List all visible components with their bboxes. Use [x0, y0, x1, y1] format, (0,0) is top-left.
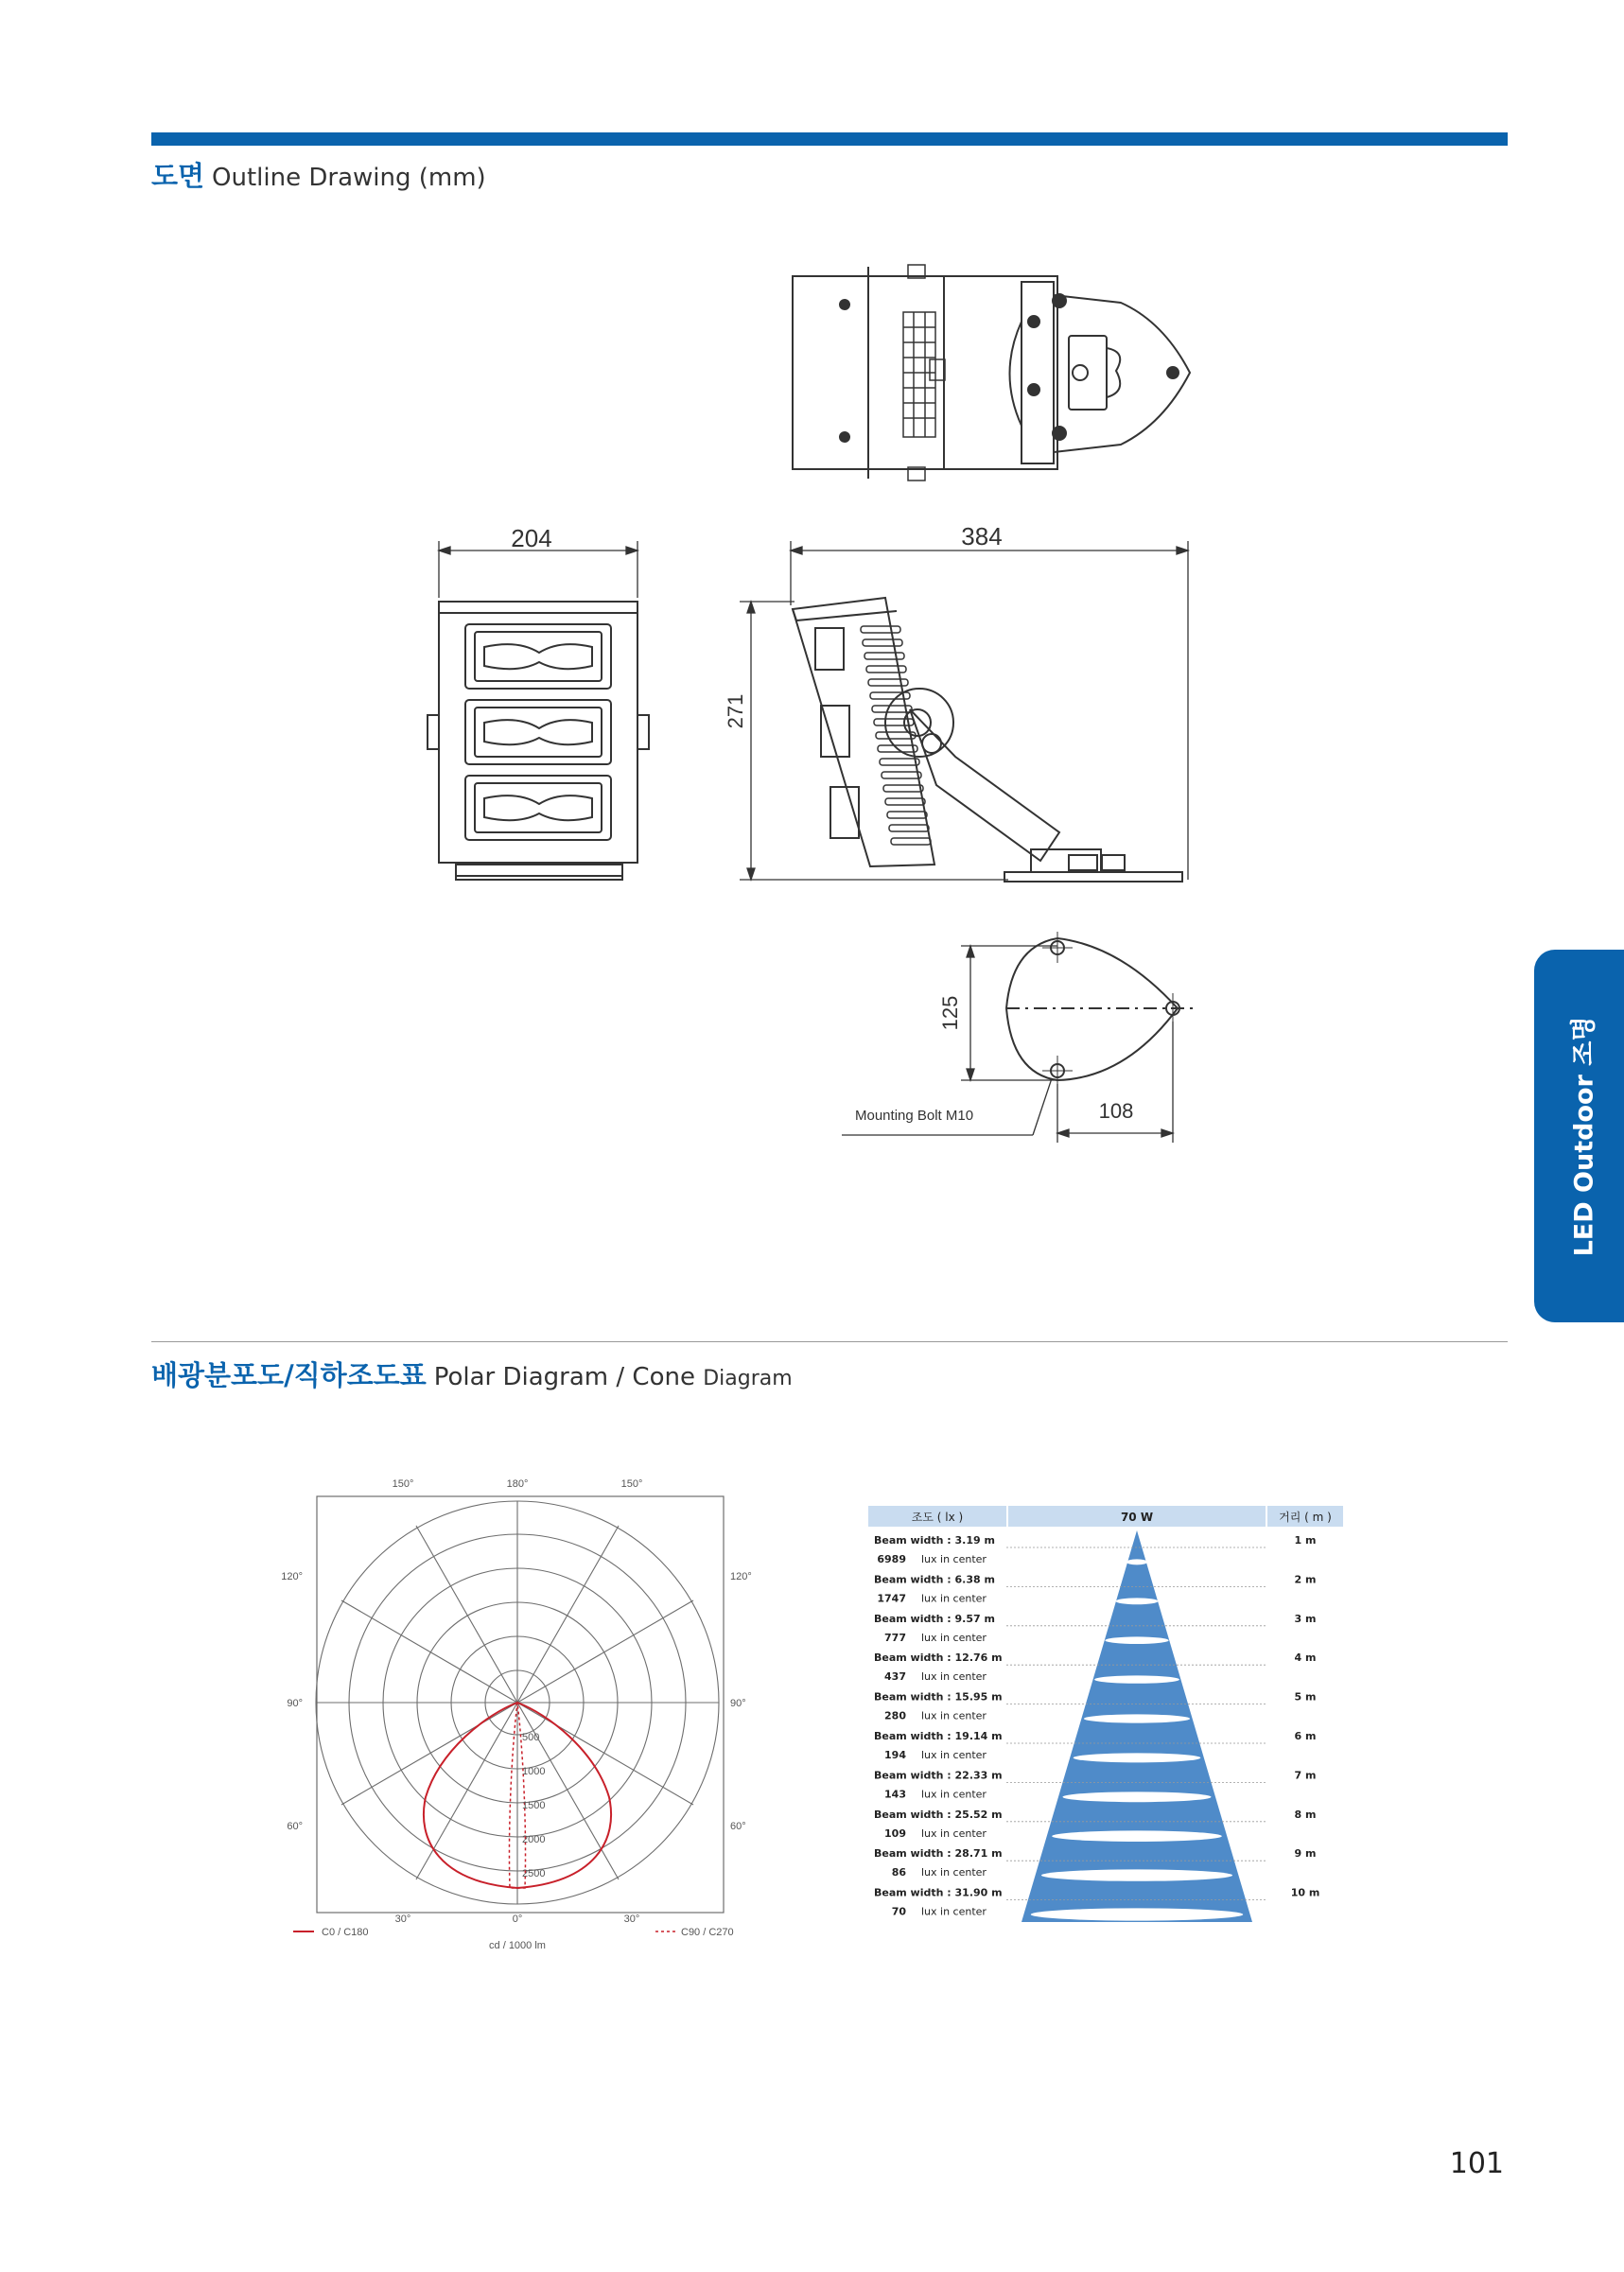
cone-beam-width: Beam width : 3.19 m [874, 1534, 995, 1547]
cone-lux-label: lux in center [921, 1905, 987, 1918]
cone-lux-value: 194 [884, 1749, 906, 1761]
polar-angle-bottom-center: 0° [512, 1914, 523, 1925]
cone-lux-value: 1747 [877, 1592, 906, 1605]
cone-distance: 1 m [1294, 1534, 1317, 1547]
cone-beam-width: Beam width : 28.71 m [874, 1847, 1003, 1861]
dim-bracket-height-label: 125 [938, 995, 962, 1031]
cone-header-lux: 조도 ( lx ) [911, 1511, 964, 1524]
side-tab-text-wrap [1534, 950, 1624, 1322]
cone-lux-label: lux in center [921, 1826, 987, 1840]
cone-lux-label: lux in center [921, 1709, 987, 1722]
cone-distance: 2 m [1294, 1573, 1317, 1586]
polar-legend-c90: C90 / C270 [681, 1927, 734, 1938]
cone-distance: 3 m [1294, 1612, 1317, 1625]
front-module-1 [465, 624, 611, 689]
polar-diagram [274, 1466, 766, 1967]
cone-lux-value: 437 [884, 1670, 906, 1684]
cone-distance: 10 m [1290, 1886, 1320, 1899]
polar-angle-left-3: 60° [287, 1821, 303, 1832]
cone-lux-value: 109 [884, 1826, 906, 1840]
cone-beam-width: Beam width : 31.90 m [874, 1886, 1003, 1899]
cone-ring [1074, 1753, 1201, 1762]
cone-ring [1041, 1869, 1232, 1880]
cone-distance: 6 m [1294, 1730, 1317, 1742]
cone-beam-width: Beam width : 25.52 m [874, 1808, 1003, 1821]
front-view-body [439, 602, 637, 863]
cone-beam-width: Beam width : 22.33 m [874, 1769, 1003, 1782]
cone-distance: 5 m [1294, 1690, 1317, 1704]
polar-angle-left-2: 90° [287, 1698, 303, 1709]
polar-radial-label-1: 500 [522, 1732, 540, 1743]
front-module-2 [465, 700, 611, 764]
cone-header-distance: 거리 ( m ) [1279, 1511, 1332, 1524]
polar-radial-label-4: 2000 [522, 1834, 546, 1845]
diagram-title-en-small: Diagram [703, 1367, 793, 1390]
cone-ring [1062, 1791, 1211, 1802]
cone-ring [1052, 1830, 1222, 1842]
cone-ring [1094, 1675, 1179, 1683]
cone-beam-width: Beam width : 9.57 m [874, 1612, 995, 1625]
top-view [793, 265, 1190, 481]
polar-angle-bottom-right: 30° [623, 1914, 640, 1925]
polar-angle-right-1: 120° [730, 1571, 752, 1582]
cone-lux-label: lux in center [921, 1670, 987, 1684]
cone-ring [1031, 1908, 1243, 1920]
cone-lux-label: lux in center [921, 1866, 987, 1879]
cone-lux-label: lux in center [921, 1788, 987, 1801]
polar-angle-bottom-left: 30° [394, 1914, 411, 1925]
cone-ring [1116, 1598, 1159, 1604]
section-divider [151, 1341, 1508, 1342]
polar-unit-label: cd / 1000 lm [489, 1940, 546, 1951]
cone-ring [1084, 1714, 1190, 1722]
outline-title-en: Outline Drawing (mm) [212, 164, 486, 192]
cone-beam-width: Beam width : 6.38 m [874, 1573, 995, 1586]
dim-width-label: 204 [511, 524, 552, 552]
polar-angle-left-1: 120° [281, 1571, 303, 1582]
polar-radial-label-3: 1500 [522, 1800, 546, 1811]
dim-bracket-depth-label: 108 [1098, 1099, 1134, 1123]
polar-angle-top-right: 150° [620, 1478, 643, 1490]
cone-lux-label: lux in center [921, 1631, 987, 1644]
cone-lux-value: 777 [884, 1631, 906, 1644]
cone-lux-value: 280 [884, 1709, 906, 1722]
dim-depth-label: 384 [961, 522, 1003, 551]
polar-radial-label-5: 2500 [522, 1868, 546, 1879]
cone-lux-label: lux in center [921, 1592, 987, 1605]
cone-header-power: 70 W [1120, 1511, 1154, 1524]
polar-legend-c0: C0 / C180 [322, 1927, 369, 1938]
outline-title-ko: 도면 [151, 160, 205, 192]
diagram-title-en: Polar Diagram / Cone [433, 1363, 695, 1391]
polar-radial-label-2: 1000 [522, 1766, 546, 1777]
cone-lux-value: 6989 [877, 1553, 906, 1565]
cone-graph [1006, 1530, 1266, 1922]
side-view [793, 598, 1182, 882]
diagram-section-title [151, 1354, 793, 1393]
cone-ring [1126, 1559, 1147, 1564]
cone-ring [1105, 1636, 1168, 1644]
cone-distance: 7 m [1294, 1769, 1317, 1782]
side-tab-label: LED Outdoor 조명 [1569, 1016, 1599, 1256]
front-view [428, 602, 649, 880]
cone-distance: 9 m [1294, 1847, 1317, 1861]
cone-distance: 8 m [1294, 1808, 1317, 1821]
mounting-bolt-label: Mounting Bolt M10 [855, 1108, 974, 1124]
cone-distance: 4 m [1294, 1652, 1317, 1665]
polar-angle-top-left: 150° [392, 1478, 414, 1490]
front-module-3 [465, 776, 611, 840]
cone-lux-label: lux in center [921, 1553, 987, 1565]
dim-height-label: 271 [724, 693, 747, 729]
cone-lux-label: lux in center [921, 1749, 987, 1761]
bracket-view [1006, 932, 1196, 1088]
page-number: 101 [1449, 2147, 1504, 2180]
cone-beam-width: Beam width : 15.95 m [874, 1690, 1003, 1704]
cone-lux-value: 70 [891, 1905, 906, 1918]
cone-lux-value: 143 [884, 1788, 906, 1801]
cone-diagram [868, 1504, 1351, 1930]
cone-lux-value: 86 [891, 1866, 906, 1879]
diagram-title-ko: 배광분포도/직하조도표 [151, 1359, 427, 1391]
cone-beam-width: Beam width : 12.76 m [874, 1652, 1003, 1665]
cone-shape [1022, 1530, 1252, 1922]
polar-angle-top-center: 180° [506, 1478, 529, 1490]
polar-angle-right-2: 90° [730, 1698, 746, 1709]
cone-beam-width: Beam width : 19.14 m [874, 1730, 1003, 1742]
polar-angle-right-3: 60° [730, 1821, 746, 1832]
